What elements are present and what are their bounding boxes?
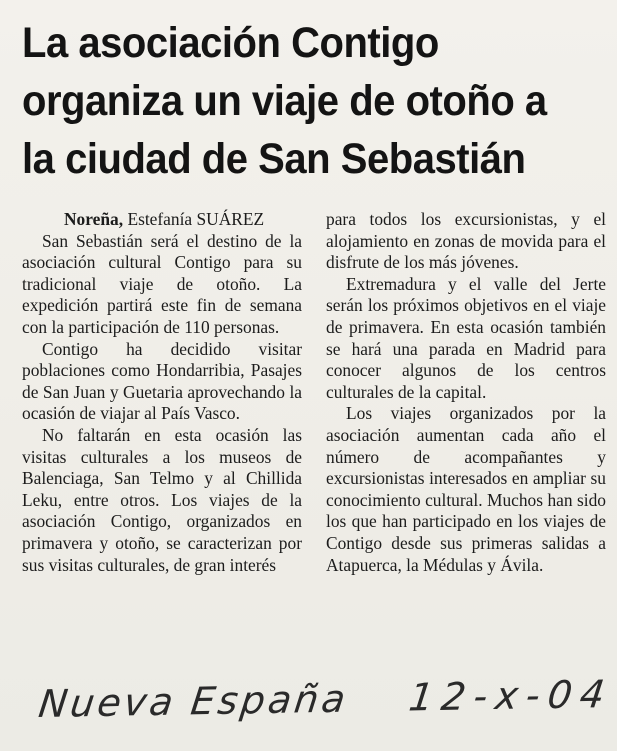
- byline-place: Noreña,: [64, 209, 124, 229]
- headline-line-2: organiza un viaje de otoño a: [22, 77, 547, 125]
- headline: [22, 14, 561, 188]
- paragraph: No faltarán en esta ocasión las visitas culturales a los museos de Balenciaga, San Telmo y al Chillida Leku, entre otros. Los viajes de la asociación Contigo, organizados en primavera y otoño, se caracterizan por sus visitas culturales, de gran interés: [22, 424, 302, 575]
- paragraph: Los viajes organizados por la asociación aumentan cada año el número de acompañantes y excursionistas interesados en ampliar su conocimiento cultural. Muchos han sido los que han participado en los viajes de Contigo desde sus primeras salidas a Atapuerca, la Médulas y Ávila.: [326, 403, 606, 575]
- paragraph: Extremadura y el valle del Jerte serán los próximos objetivos en el viaje de primavera. En esta ocasión también se hará una parada en Madrid para conocer algunos de los centros culturales de la capital.: [326, 273, 606, 402]
- headline-line-1: La asociación Contigo: [22, 19, 439, 67]
- article-column-left: [22, 209, 302, 576]
- byline: [22, 209, 302, 231]
- headline-line-3: la ciudad de San Sebastián: [22, 135, 526, 183]
- paragraph: San Sebastián será el destino de la asociación cultural Contigo para su tradicional viaje de otoño. La expedición partirá este fin de semana con la participación de 110 personas.: [22, 230, 302, 337]
- handwritten-source: Nueva España: [36, 676, 351, 726]
- handwritten-date: 12-x-04: [406, 672, 616, 720]
- article-column-right: [326, 209, 606, 576]
- handwritten-note: [34, 672, 616, 742]
- paragraph: para todos los excursionistas, y el alojamiento en zonas de movida para el disfrute de los más jóvenes.: [326, 209, 606, 273]
- paragraph: Contigo ha decidido visitar poblaciones como Hondarribia, Pasajes de San Juan y Guetaria aprovechando la ocasión de viajar al País Vasco.: [22, 338, 302, 424]
- byline-author: Estefanía SUÁREZ: [127, 209, 265, 229]
